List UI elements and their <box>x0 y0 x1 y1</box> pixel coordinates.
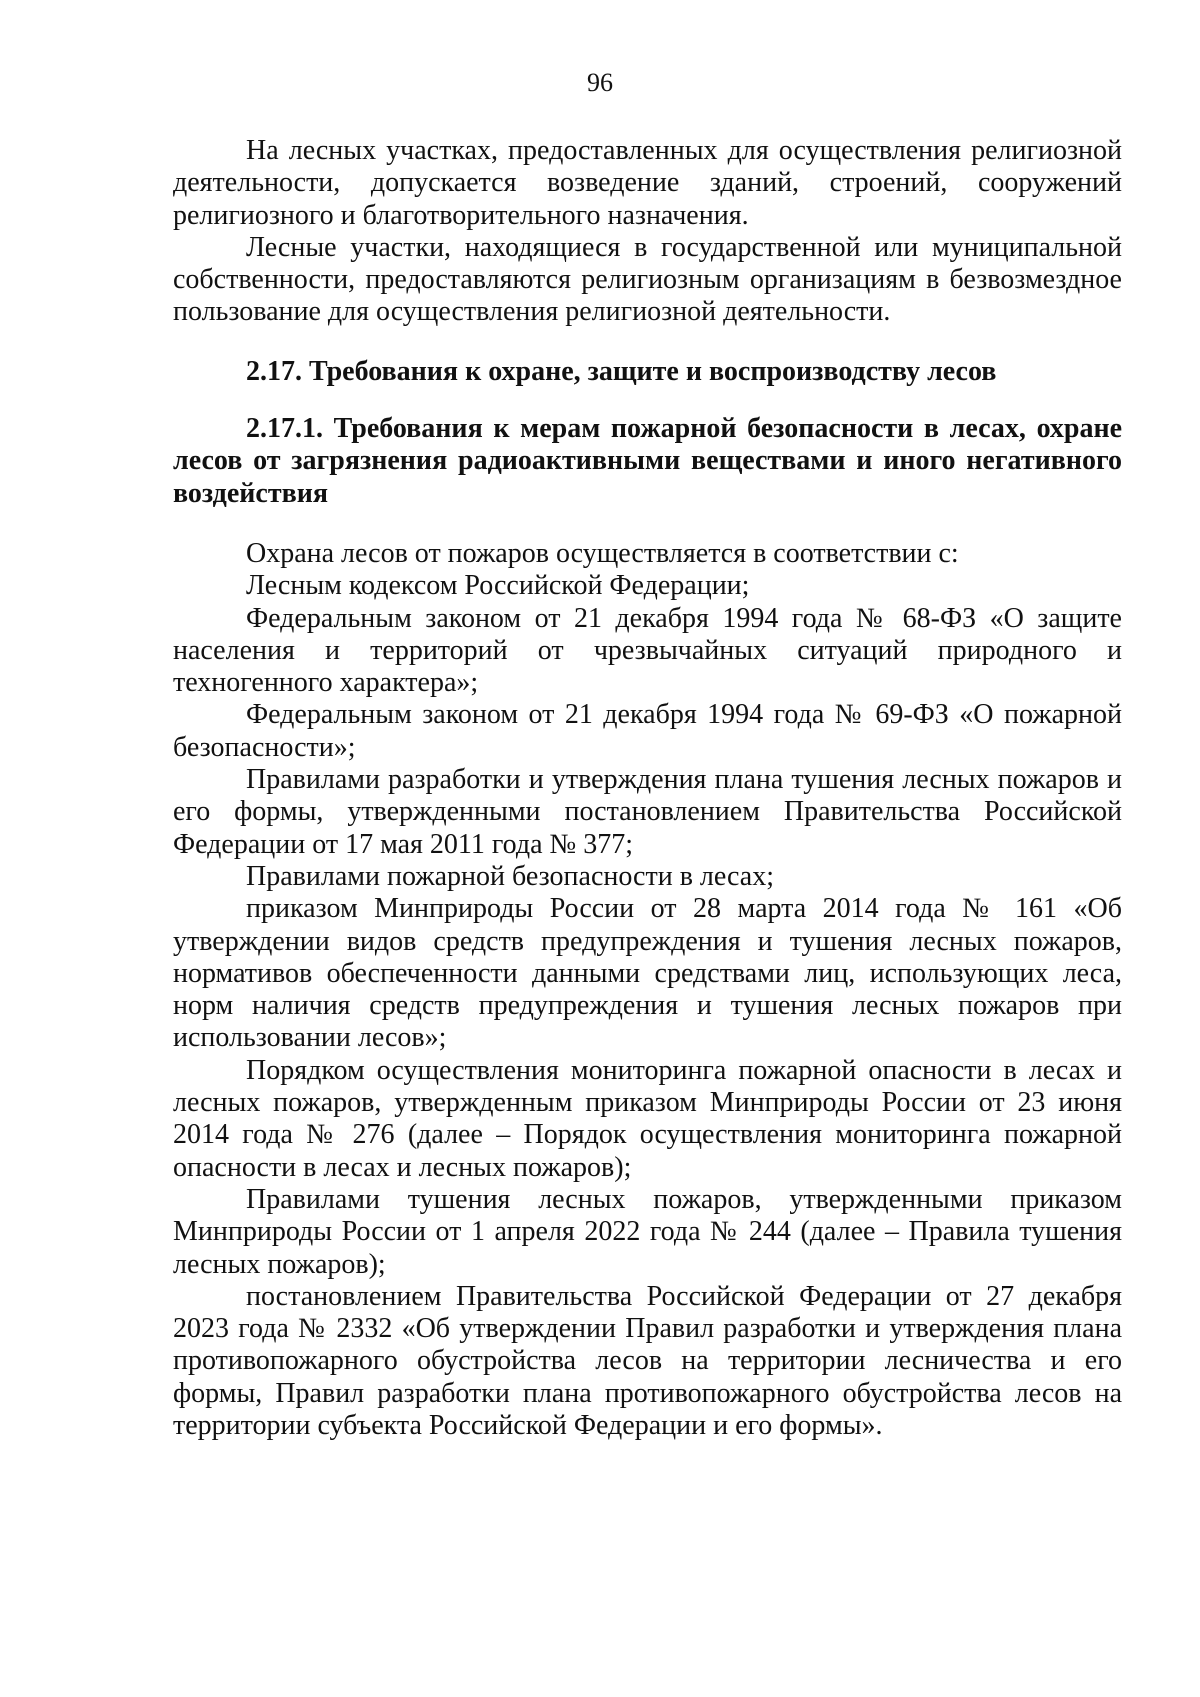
paragraph: Лесным кодексом Российской Федерации; <box>246 570 750 602</box>
subsection-heading: 2.17.1. Требования к мерам пожарной безопасности в лесах, охране лесов от загрязнения радиоактивными веществами и иного негативного воздействия <box>173 413 1122 509</box>
section-heading: 2.17. Требования к охране, защите и воспроизводству лесов <box>246 355 997 387</box>
paragraph: Лесные участки, находящиеся в государственной или муниципальной собственности, предоставляются религиозным организациям в безвозмездное пользование для осуществления религиозной деятельности. <box>173 231 1122 328</box>
paragraph: Охрана лесов от пожаров осуществляется в соответствии с: <box>246 537 959 569</box>
paragraph: Правилами пожарной безопасности в лесах; <box>246 860 774 892</box>
paragraph: Федеральным законом от 21 декабря 1994 года № 69-ФЗ «О пожарной безопасности»; <box>173 699 1122 763</box>
paragraph: Правилами тушения лесных пожаров, утвержденными приказом Минприроды России от 1 апреля 2022 года № 244 (далее – Правила тушения лесных пожаров); <box>173 1183 1122 1280</box>
paragraph: приказом Минприроды России от 28 марта 2014 года № 161 «Об утверждении видов средств предупреждения и тушения лесных пожаров, нормативов обеспеченности данными средствами лиц, использующих леса, норм наличия средств предупреждения и тушения лесных пожаров при использовании лесов»; <box>173 893 1122 1054</box>
page-content <box>173 135 1122 1442</box>
page-number: 96 <box>587 68 613 97</box>
paragraph: Правилами разработки и утверждения плана тушения лесных пожаров и его формы, утвержденными постановлением Правительства Российской Федерации от 17 мая 2011 года № 377; <box>173 764 1122 860</box>
paragraph: Федеральным законом от 21 декабря 1994 года № 68-ФЗ «О защите населения и территорий от чрезвычайных ситуаций природного и техногенного характера»; <box>173 602 1122 699</box>
paragraph: Порядком осуществления мониторинга пожарной опасности в лесах и лесных пожаров, утвержденным приказом Минприроды России от 23 июня 2014 года № 276 (далее – Порядок осуществления мониторинга пожарной опасности в лесах и лесных пожаров); <box>173 1054 1122 1183</box>
paragraph: На лесных участках, предоставленных для осуществления религиозной деятельности, допускается возведение зданий, строений, сооружений религиозного и благотворительного назначения. <box>173 135 1122 231</box>
paragraph: постановлением Правительства Российской Федерации от 27 декабря 2023 года № 2332 «Об утверждении Правил разработки и утверждения плана противопожарного обустройства лесов на территории лесничества и его формы, Правил разработки плана противопожарного обустройства лесов на территории субъекта Российской Федерации и его формы». <box>173 1280 1122 1441</box>
